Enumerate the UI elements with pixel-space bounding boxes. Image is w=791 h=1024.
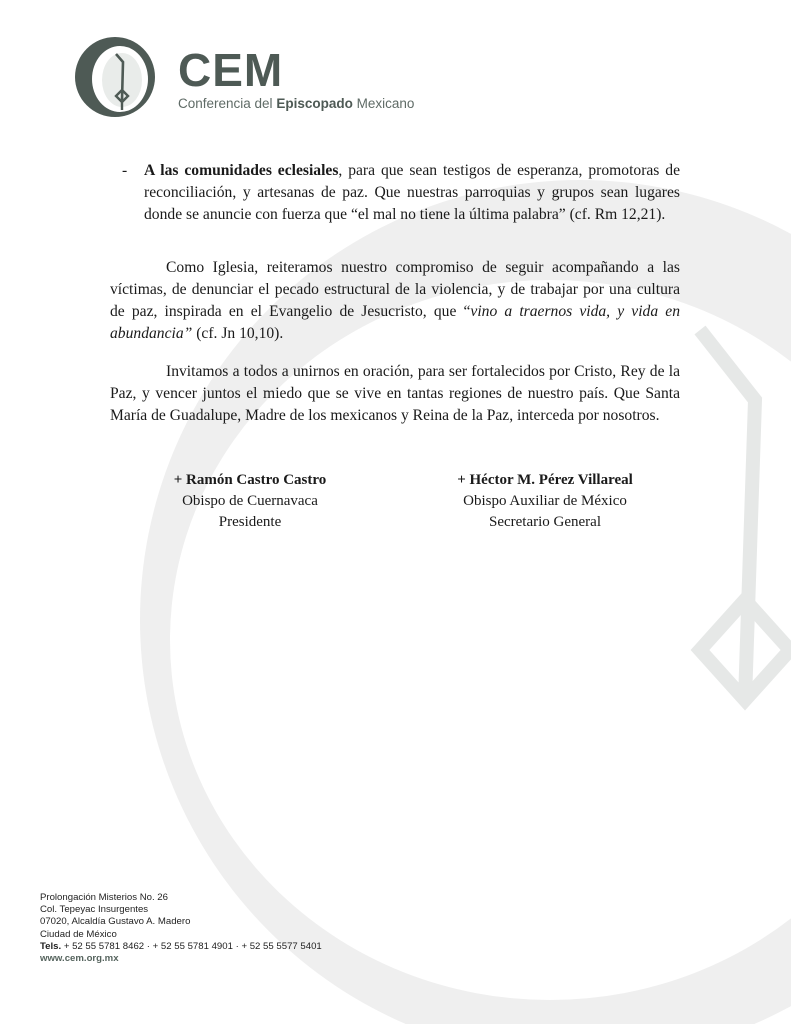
footer-contact	[40, 892, 322, 965]
signature-name: + Héctor M. Pérez Villareal	[457, 472, 633, 488]
paragraph-commitment: Como Iglesia, reiteramos nuestro compromiso de seguir acompañando a las víctimas, de denunciar el pecado estructural de la violencia, y de trabajar por una cultura de paz, inspirada en el Evangelio de Jesucristo, que “vino a traernos vida, y vida en abundancia” (cf. Jn 10,10).	[110, 259, 680, 342]
signature-secretary	[445, 470, 645, 533]
bullet-heading: A las comunidades eclesiales	[144, 162, 339, 179]
footer-address-line: Prolongación Misterios No. 26	[40, 892, 168, 903]
footer-address-line: Col. Tepeyac Insurgentes	[40, 904, 149, 916]
cem-logo-icon	[70, 32, 160, 122]
signature-name: + Ramón Castro Castro	[173, 472, 327, 488]
signature-title: Obispo Auxiliar de México	[463, 493, 627, 509]
signature-president	[150, 470, 350, 533]
bullet-dash: -	[122, 162, 128, 179]
signature-role: Presidente	[218, 514, 282, 530]
signature-role: Secretario General	[488, 514, 602, 530]
brand-block	[178, 46, 414, 111]
footer-website-link[interactable]: www.cem.org.mx	[40, 953, 119, 965]
bullet-item	[110, 160, 680, 226]
brand-subtitle: Conferencia del Episcopado Mexicano	[178, 96, 415, 111]
watermark-staff-icon	[700, 330, 790, 700]
footer-phones: Tels. + 52 55 5781 8462 · + 52 55 5781 4901 · + 52 55 5577 5401	[40, 940, 322, 952]
signature-title: Obispo de Cuernavaca	[182, 493, 318, 509]
bullet-text: , para que sean testigos de esperanza, promotoras de reconciliación, y artesanas de paz. Que nuestras parroquias y grupos sean lugares donde se anuncie con fuerza que “el mal no tiene la última palabra” (cf. Rm 12,21).	[144, 162, 680, 223]
footer-address-line: Ciudad de México	[40, 928, 117, 940]
brand-name: CEM	[178, 44, 284, 96]
bible-quote: vino a traernos vida, y vida en abundancia”	[110, 303, 680, 342]
letter-body	[110, 160, 680, 427]
footer-address-line: 07020, Alcaldía Gustavo A. Madero	[40, 916, 191, 928]
paragraph-invitation: Invitamos a todos a unirnos en oración, para ser fortalecidos por Cristo, Rey de la Paz, y vencer juntos el miedo que se vive en tantas regiones de nuestro país. Que Santa María de Guadalupe, Madre de los mexicanos y Reina de la Paz, interceda por nosotros.	[110, 363, 680, 424]
